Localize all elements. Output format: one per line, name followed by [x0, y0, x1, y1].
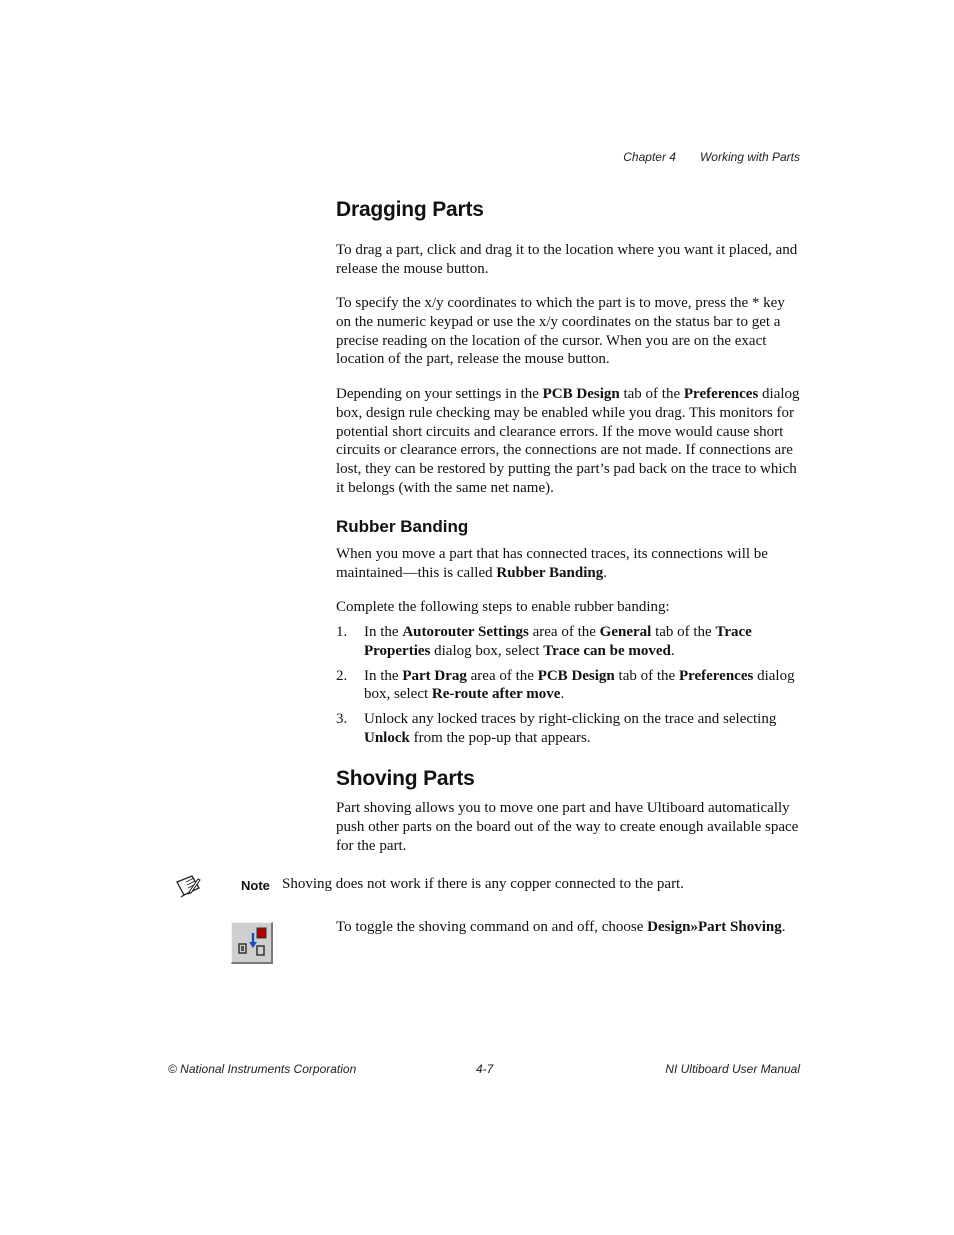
header-title: Working with Parts	[699, 150, 800, 164]
rubber-paragraph-1: When you move a part that has connected traces, its connections will be maintained—this is called Rubber Banding.	[336, 546, 768, 581]
dragging-paragraph-2: To specify the x/y coordinates to which the part is to move, press the * key on the numeric keypad or use the x/y coordinates on the status bar to get a precise reading on the location of the cursor. When you are on the exact location of the part, release the mouse button.	[336, 295, 785, 368]
section-shoving-parts	[336, 767, 800, 791]
shoving-paragraph-1: Part shoving allows you to move one part and have Ultiboard automatically push other parts on the board out of the way to create enough available space for the part.	[336, 800, 799, 854]
list-item: 1. In the Autorouter Settings area of the General tab of the Trace Properties dialog box, select Trace can be moved.	[336, 624, 752, 659]
footer-manual-title: NI Ultiboard User Manual	[665, 1062, 800, 1076]
toggle-paragraph: To toggle the shoving command on and off, choose Design»Part Shoving.	[336, 919, 786, 935]
dragging-paragraph-3: Depending on your settings in the PCB Design tab of the Preferences dialog box, design rule checking may be enabled while you drag. This monitors for potential short circuits and clearance errors. If the move would cause short circuits or clearance errors, the connections are not made. If connections are lost, they can be restored by putting the part’s pad back on the trace to which it belongs (with the same net name).	[336, 386, 800, 496]
footer-copyright: © National Instruments Corporation	[168, 1062, 357, 1076]
steps-list	[336, 623, 800, 754]
list-item: 3. Unlock any locked traces by right-clicking on the trace and selecting Unlock from the pop-up that appears.	[336, 711, 777, 746]
note-text: Shoving does not work if there is any copper connected to the part.	[282, 876, 684, 892]
heading-rubber-banding: Rubber Banding	[336, 517, 469, 536]
note-label: Note	[241, 878, 270, 893]
list-item: 2. In the Part Drag area of the PCB Design tab of the Preferences dialog box, select Re-route after move.	[336, 667, 795, 703]
header-chapter: Chapter 4	[623, 150, 676, 164]
subsection-rubber-banding	[336, 517, 800, 537]
rubber-paragraph-2: Complete the following steps to enable rubber banding:	[336, 599, 670, 615]
running-header	[623, 150, 800, 164]
part-shoving-icon	[231, 922, 273, 964]
footer-page-number: 4-7	[476, 1062, 494, 1076]
note-pencil-icon	[174, 873, 202, 899]
heading-shoving-parts: Shoving Parts	[336, 767, 475, 790]
heading-dragging-parts: Dragging Parts	[336, 198, 484, 221]
dragging-paragraph-1: To drag a part, click and drag it to the location where you want it placed, and release the mouse button.	[336, 242, 798, 277]
section-dragging-parts	[336, 198, 800, 222]
